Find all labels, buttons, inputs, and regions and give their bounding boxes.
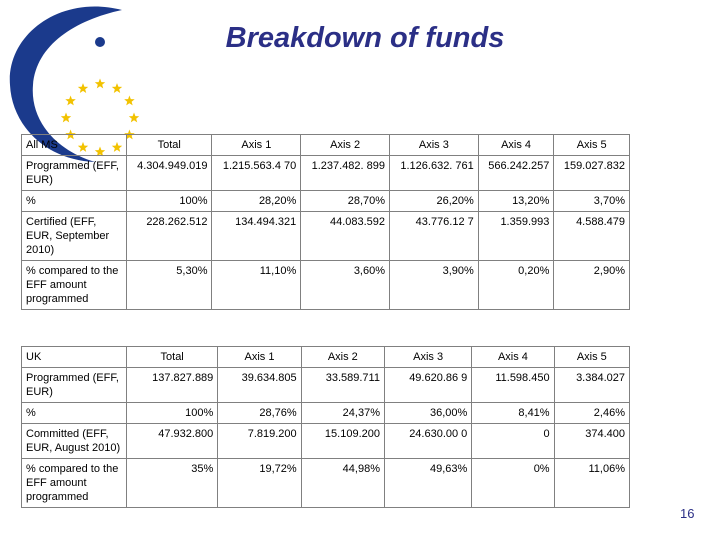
row-label: % compared to the EFF amount programmed	[22, 261, 127, 310]
table-cell: 11,10%	[212, 261, 301, 310]
table-cell: 36,00%	[384, 403, 471, 424]
column-header: Axis 4	[472, 347, 554, 368]
table-cell: 24,37%	[301, 403, 384, 424]
eu-corner-label: All MS	[22, 135, 127, 156]
table-cell: 35%	[127, 459, 218, 508]
eu-header-row	[22, 135, 630, 156]
column-header: Axis 5	[554, 135, 630, 156]
table-cell: 1.215.563.4 70	[212, 156, 301, 191]
table-cell: 3,90%	[390, 261, 479, 310]
uk-corner-label: UK	[22, 347, 127, 368]
column-header: Axis 2	[301, 135, 390, 156]
row-label: %	[22, 191, 127, 212]
column-header: Axis 5	[554, 347, 629, 368]
star-icon	[61, 113, 71, 123]
table-row	[22, 403, 630, 424]
table-cell: 47.932.800	[127, 424, 218, 459]
table-row	[22, 459, 630, 508]
table-cell: 2,90%	[554, 261, 630, 310]
table-cell: 4.588.479	[554, 212, 630, 261]
table-cell: 13,20%	[478, 191, 554, 212]
table-cell: 44,98%	[301, 459, 384, 508]
page-number: 16	[680, 506, 695, 521]
column-header: Axis 4	[478, 135, 554, 156]
table-cell: 228.262.512	[127, 212, 212, 261]
table-cell: 5,30%	[127, 261, 212, 310]
table-cell: 11,06%	[554, 459, 629, 508]
star-icon	[112, 83, 122, 93]
table-cell: 3,70%	[554, 191, 630, 212]
table-cell: 28,76%	[218, 403, 301, 424]
row-label: %	[22, 403, 127, 424]
table-cell: 2,46%	[554, 403, 629, 424]
table-cell: 137.827.889	[127, 368, 218, 403]
table-cell: 39.634.805	[218, 368, 301, 403]
row-label: Programmed (EFF, EUR)	[22, 368, 127, 403]
table-row	[22, 191, 630, 212]
column-header: Axis 1	[218, 347, 301, 368]
star-icon	[78, 83, 88, 93]
row-label: Programmed (EFF, EUR)	[22, 156, 127, 191]
table-cell: 1.126.632. 761	[390, 156, 479, 191]
table-cell: 0	[472, 424, 554, 459]
table-cell: 8,41%	[472, 403, 554, 424]
row-label: % compared to the EFF amount programmed	[22, 459, 127, 508]
table-cell: 1.237.482. 899	[301, 156, 390, 191]
table-row	[22, 156, 630, 191]
table-row	[22, 212, 630, 261]
column-header: Axis 3	[384, 347, 471, 368]
table-cell: 566.242.257	[478, 156, 554, 191]
table-row	[22, 368, 630, 403]
uk-funds-table	[21, 346, 630, 508]
column-header: Axis 2	[301, 347, 384, 368]
table-cell: 19,72%	[218, 459, 301, 508]
table-cell: 374.400	[554, 424, 629, 459]
star-icon	[129, 113, 139, 123]
page-title: Breakdown of funds	[225, 22, 505, 54]
star-icon	[124, 96, 135, 106]
row-label: Certified (EFF, EUR, September 2010)	[22, 212, 127, 261]
column-header: Axis 1	[212, 135, 301, 156]
table-cell: 100%	[127, 191, 212, 212]
table-cell: 100%	[127, 403, 218, 424]
uk-header-row	[22, 347, 630, 368]
table-cell: 0%	[472, 459, 554, 508]
star-icon	[65, 96, 76, 106]
table-cell: 28,70%	[301, 191, 390, 212]
table-cell: 49.620.86 9	[384, 368, 471, 403]
table-cell: 159.027.832	[554, 156, 630, 191]
table-cell: 4.304.949.019	[127, 156, 212, 191]
column-header: Total	[127, 347, 218, 368]
column-header: Total	[127, 135, 212, 156]
table-cell: 44.083.592	[301, 212, 390, 261]
table-cell: 134.494.321	[212, 212, 301, 261]
table-cell: 7.819.200	[218, 424, 301, 459]
table-row	[22, 424, 630, 459]
table-cell: 43.776.12 7	[390, 212, 479, 261]
table-cell: 33.589.711	[301, 368, 384, 403]
table-row	[22, 261, 630, 310]
table-cell: 11.598.450	[472, 368, 554, 403]
column-header: Axis 3	[390, 135, 479, 156]
table-cell: 15.109.200	[301, 424, 384, 459]
row-label: Committed (EFF, EUR, August 2010)	[22, 424, 127, 459]
table-cell: 3.384.027	[554, 368, 629, 403]
star-icon	[95, 79, 105, 89]
table-cell: 28,20%	[212, 191, 301, 212]
table-cell: 1.359.993	[478, 212, 554, 261]
table-cell: 3,60%	[301, 261, 390, 310]
table-cell: 24.630.00 0	[384, 424, 471, 459]
table-cell: 26,20%	[390, 191, 479, 212]
eu-funds-table	[21, 134, 630, 310]
table-cell: 0,20%	[478, 261, 554, 310]
table-cell: 49,63%	[384, 459, 471, 508]
